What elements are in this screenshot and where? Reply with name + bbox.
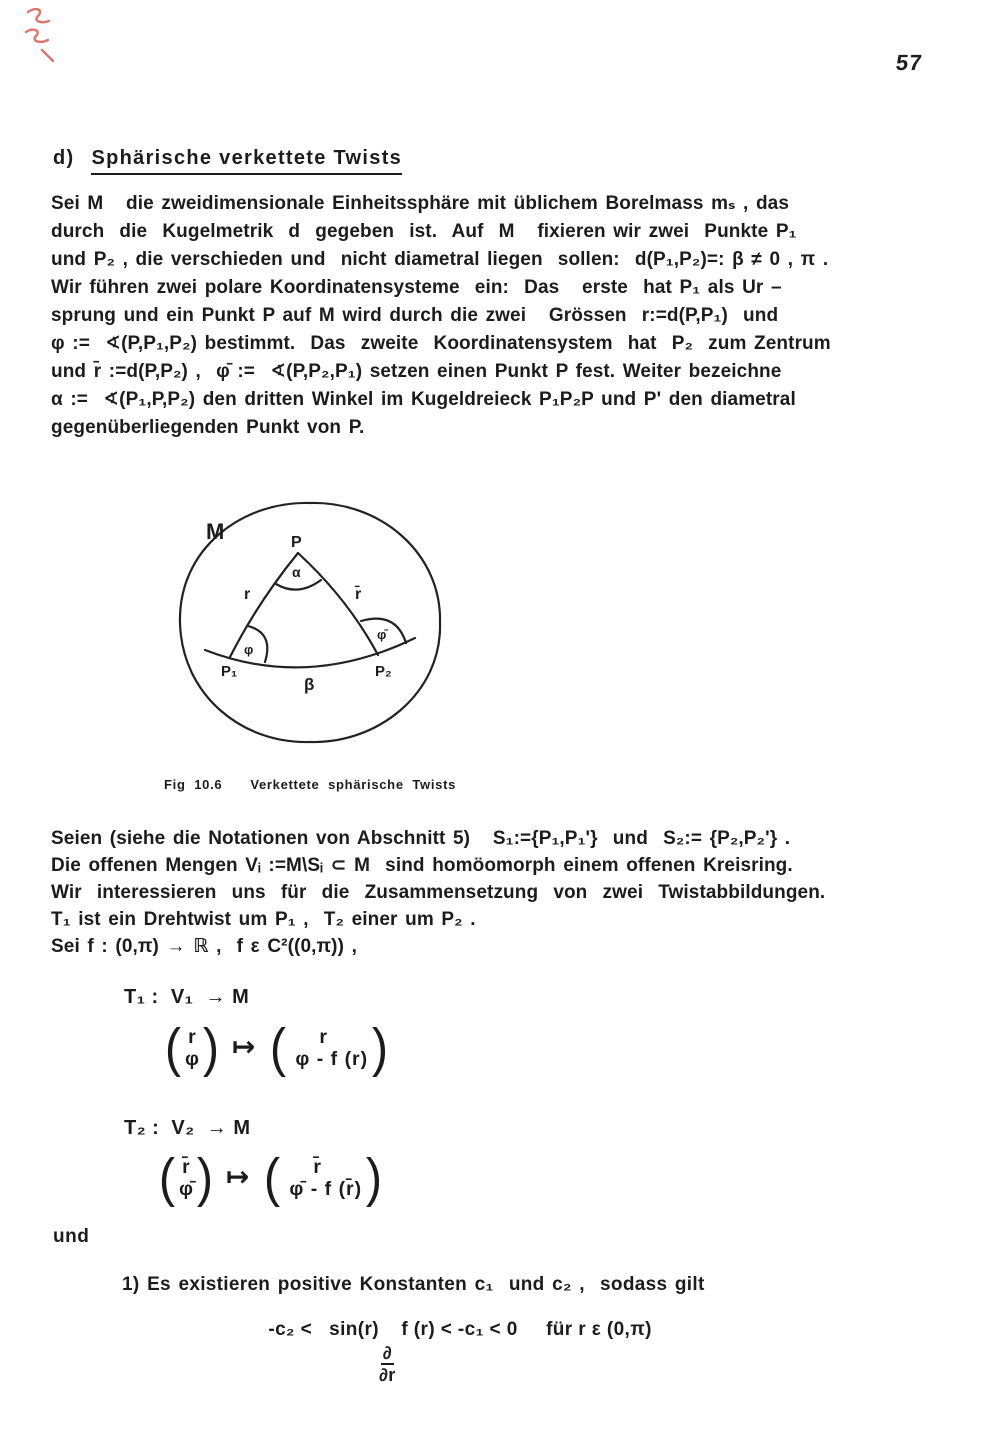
text-line: durch die Kugelmetrik d gegeben ist. Auf M fixieren wir zwei Punkte P₁ [51, 221, 797, 242]
label-P: P [291, 534, 302, 551]
figure-caption-text: Verkettete sphärische Twists [250, 777, 457, 792]
condition-intro: 1) Es existieren positive Konstanten c₁ und c₂ , sodass gilt [122, 1274, 705, 1295]
label-rbar: r̄ [355, 586, 362, 603]
heading-title: Sphärische verkettete Twists [91, 147, 402, 175]
map2-domain-vector [179, 1156, 193, 1200]
red-pen-stroke [28, 9, 49, 22]
map1-image-vector [295, 1026, 368, 1070]
vector-top: r̄ [313, 1156, 321, 1178]
text-line: sprung und ein Punkt P auf M wird durch die zwei Grössen r:=d(P,P₁) und [51, 305, 779, 326]
red-pen-stroke [42, 50, 53, 61]
map2-header: T₂ : V₂ → M [124, 1117, 251, 1139]
vector-bottom: φ - f (r) [295, 1048, 369, 1070]
text-line: gegenüberliegenden Punkt von P. [51, 417, 365, 438]
text-line: α := ∢(P₁,P,P₂) den dritten Winkel im Kugeldreieck P₁P₂P und P' den diametral [51, 389, 796, 410]
text-line: Sei M die zweidimensionale Einheitssphäre mit üblichem Borelmass mₛ , das [51, 193, 790, 214]
map2-formula [158, 1150, 383, 1206]
map2-image-vector [289, 1156, 362, 1200]
formula-left: -c₂ < sin(r) [268, 1319, 380, 1340]
label-M: M [206, 519, 225, 544]
mapsto-arrow: ↦ [225, 1160, 250, 1192]
triangle-side-rbar [298, 553, 378, 655]
text-line: Die offenen Mengen Vᵢ :=M\Sᵢ ⊂ M sind homöomorph einem offenen Kreisring. [51, 855, 793, 876]
right-paren: ) [202, 1018, 220, 1078]
label-P1: P₁ [221, 663, 238, 680]
red-pen-scribble [20, 2, 66, 64]
mapsto-arrow: ↦ [231, 1030, 256, 1062]
text-line: Wir führen zwei polare Koordinatensysteme ein: Das erste hat P₁ als Ur – [51, 277, 782, 298]
vector-top: r [319, 1026, 327, 1048]
label-phi: φ [244, 642, 254, 657]
connector-word: und [53, 1226, 90, 1247]
text-line: Seien (siehe die Notationen von Abschnitt 5) S₁:={P₁,P₁'} und S₂:= {P₂,P₂'} . [51, 828, 791, 849]
text-line: T₁ ist ein Drehtwist um P₁ , T₂ einer um P₂ . [51, 909, 476, 930]
label-beta: β [304, 675, 315, 694]
text-line: Wir interessieren uns für die Zusammensetzung von zwei Twistabbildungen. [51, 882, 826, 903]
right-paren: ) [372, 1018, 389, 1078]
label-alpha: α [292, 564, 301, 580]
label-phibar: φ̄ [377, 627, 387, 642]
intro-paragraph [51, 190, 831, 442]
text-line: und P₂ , die verschieden und nicht diametral liegen sollen: d(P₁,P₂)=: β ≠ 0 , π . [51, 249, 829, 270]
notation-paragraph [51, 825, 825, 960]
right-paren: ) [196, 1148, 214, 1208]
sphere-figure [168, 487, 513, 759]
fraction-denominator: ∂r [379, 1365, 396, 1385]
right-paren: ) [366, 1148, 383, 1208]
label-r: r [244, 586, 251, 603]
label-P2: P₂ [375, 663, 392, 680]
map1-formula [164, 1020, 389, 1076]
fraction-numerator: ∂ [382, 1343, 393, 1363]
text-line: φ := ∢(P,P₁,P₂) bestimmt. Das zweite Koordinatensystem hat P₂ zum Zentrum [51, 333, 831, 354]
left-paren: ( [264, 1148, 281, 1208]
left-paren: ( [270, 1018, 287, 1078]
red-pen-stroke [26, 30, 48, 42]
condition-formula [257, 1297, 652, 1385]
section-heading [53, 147, 402, 175]
left-paren: ( [158, 1148, 176, 1208]
triangle-side-r [230, 553, 298, 657]
text-line: Sei f : (0,π) → ℝ , f ε C²((0,π)) , [51, 936, 357, 957]
heading-prefix: d) [53, 147, 75, 169]
figure-caption [164, 777, 456, 792]
vector-bottom: φ [184, 1048, 199, 1070]
page-number: 57 [894, 50, 925, 75]
map1-header: T₁ : V₁ → M [124, 986, 250, 1008]
vector-bottom: φ̄ [178, 1178, 193, 1200]
formula-right: f (r) < -c₁ < 0 für r ε (0,π) [395, 1319, 652, 1340]
vector-top: r [188, 1026, 196, 1048]
alpha-angle-arc [276, 580, 321, 590]
vector-top: r̄ [182, 1156, 190, 1178]
text-line: und r̄ :=d(P,P₂) , φ̄ := ∢(P,P₂,P₁) setzen einen Punkt P fest. Weiter bezeichne [51, 361, 782, 382]
vector-bottom: φ̄ - f (r̄) [289, 1178, 363, 1200]
map1-domain-vector [185, 1026, 199, 1070]
left-paren: ( [164, 1018, 182, 1078]
partial-derivative-fraction [379, 1343, 396, 1385]
figure-caption-label: Fig 10.6 [164, 777, 223, 792]
